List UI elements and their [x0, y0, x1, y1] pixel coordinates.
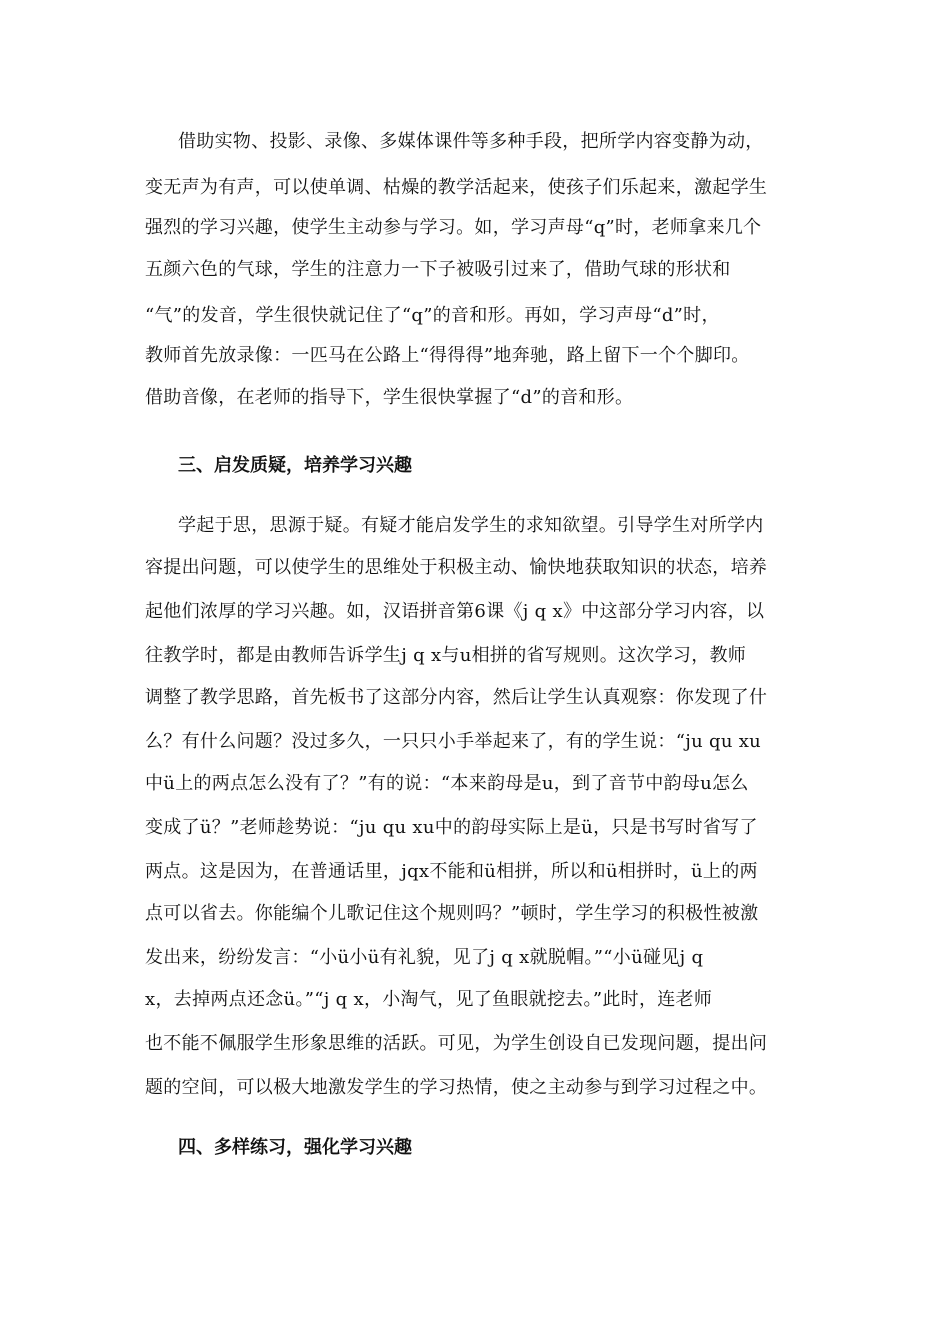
- section-heading: 三、启发质疑，培养学习兴趣: [178, 455, 412, 476]
- paragraph-line: 点可以省去。你能编个儿歌记住这个规则吗？”顿时，学生学习的积极性被激: [145, 903, 759, 924]
- paragraph-line: 借助实物、投影、录像、多媒体课件等多种手段，把所学内容变静为动，: [178, 131, 764, 152]
- paragraph-line: “气”的发音，学生很快就记住了“q”的音和形。再如，学习声母“d”时，: [145, 305, 720, 326]
- section-heading: 四、多样练习，强化学习兴趣: [178, 1137, 412, 1158]
- paragraph-line: 题的空间，可以极大地激发学生的学习热情，使之主动参与到学习过程之中。: [145, 1077, 768, 1098]
- paragraph-line: 发出来，纷纷发言：“小ü小ü有礼貌，见了j q x就脱帽。”“小ü碰见j q: [145, 947, 704, 968]
- paragraph-line: x，去掉两点还念ü。”“j q x，小淘气，见了鱼眼就挖去。”此时，连老师: [145, 989, 713, 1010]
- paragraph-line: 教师首先放录像：一匹马在公路上“得得得”地奔驰，路上留下一个个脚印。: [145, 345, 750, 366]
- paragraph-line: 么？有什么问题？没过多久，一只只小手举起来了，有的学生说：“ju qu xu: [145, 731, 762, 752]
- paragraph-line: 变无声为有声，可以使单调、枯燥的教学活起来，使孩子们乐起来，激起学生: [145, 177, 768, 198]
- paragraph-line: 强烈的学习兴趣，使学生主动参与学习。如，学习声母“q”时，老师拿来几个: [145, 217, 762, 238]
- paragraph-line: 两点。这是因为，在普通话里，jqx不能和ü相拼，所以和ü相拼时，ü上的两: [145, 861, 758, 882]
- paragraph-line: 变成了ü？”老师趁势说：“ju qu xu中的韵母实际上是ü，只是书写时省写了: [145, 817, 758, 838]
- paragraph-line: 往教学时，都是由教师告诉学生j q x与u相拼的省写规则。这次学习，教师: [145, 645, 747, 666]
- paragraph-line: 五颜六色的气球，学生的注意力一下子被吸引过来了，借助气球的形状和: [145, 259, 731, 280]
- paragraph-line: 中ü上的两点怎么没有了？”有的说：“本来韵母是u，到了音节中韵母u怎么: [145, 773, 749, 794]
- paragraph-line: 调整了教学思路，首先板书了这部分内容，然后让学生认真观察：你发现了什: [145, 687, 768, 708]
- paragraph-line: 起他们浓厚的学习兴趣。如，汉语拼音第6课《j q x》中这部分学习内容，以: [145, 601, 765, 622]
- paragraph-line: 借助音像，在老师的指导下，学生很快掌握了“d”的音和形。: [145, 387, 634, 408]
- paragraph-line: 也不能不佩服学生形象思维的活跃。可见，为学生创设自已发现问题，提出问: [145, 1033, 768, 1054]
- paragraph-line: 学起于思，思源于疑。有疑才能启发学生的求知欲望。引导学生对所学内: [178, 515, 764, 536]
- paragraph-line: 容提出问题，可以使学生的思维处于积极主动、愉快地获取知识的状态，培养: [145, 557, 768, 578]
